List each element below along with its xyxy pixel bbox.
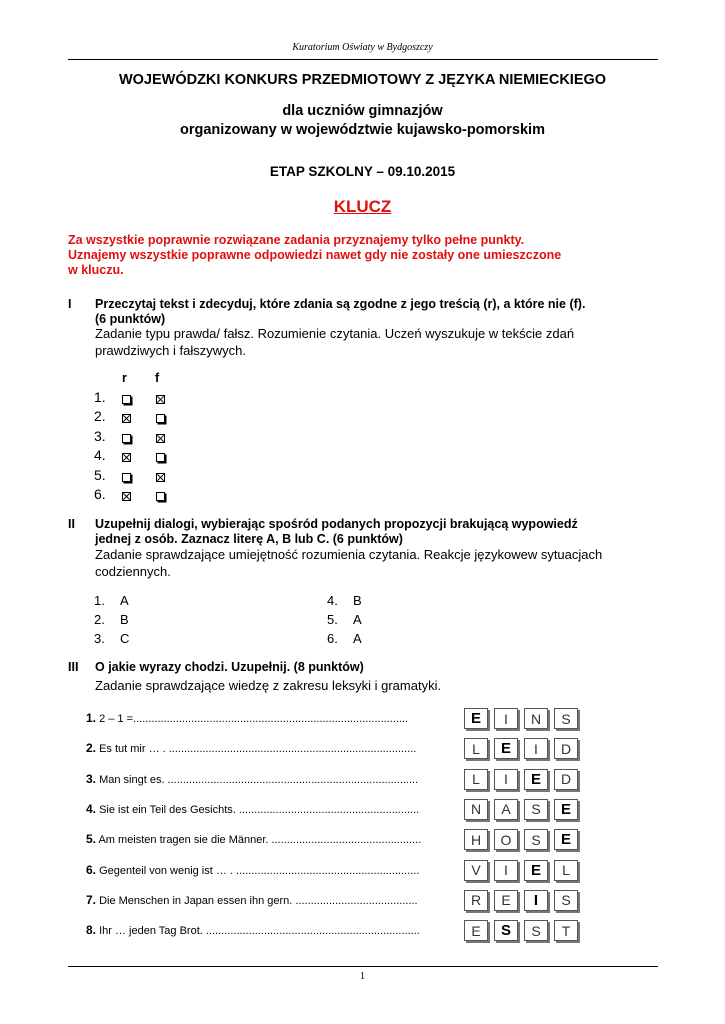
checkbox-f-empty[interactable] — [156, 414, 165, 423]
word-clue-row — [86, 923, 420, 937]
letter-box: D — [554, 738, 578, 759]
letter-boxes — [464, 829, 584, 850]
checkbox-r-empty[interactable] — [122, 395, 131, 404]
letter-boxes — [464, 769, 584, 790]
tf-row-number: 6. — [94, 486, 106, 502]
letter-box-highlighted: E — [554, 829, 578, 850]
dialogue-answer-number: 3. — [94, 631, 105, 646]
tf-row-number: 5. — [94, 466, 106, 483]
header-divider — [68, 59, 658, 60]
checkbox-f-empty[interactable] — [156, 453, 165, 462]
dialogue-answer-number: 2. — [94, 612, 105, 627]
letter-box: E — [494, 890, 518, 911]
word-clue-row — [86, 741, 416, 755]
letter-box: R — [464, 890, 488, 911]
letter-box: N — [524, 708, 548, 729]
section-2-number: II — [68, 517, 75, 531]
letter-boxes — [464, 920, 584, 941]
column-header-f: f — [155, 371, 160, 385]
letter-boxes — [464, 708, 584, 729]
word-clue-text: Man singt es. .................................................................................. — [99, 773, 419, 786]
dialogue-answer-number: 1. — [94, 593, 105, 608]
dialogue-answer-number: 4. — [327, 593, 338, 608]
letter-box-highlighted: I — [524, 890, 548, 911]
word-clue-number: 3. — [86, 771, 97, 786]
word-clue-text: Ihr … jeden Tag Brot. ...................................................................... — [99, 925, 420, 938]
dialogue-answer-number: 6. — [327, 631, 338, 646]
section-3-title: O jakie wyrazy chodzi. Uzupełnij. (8 punktów) — [95, 660, 364, 674]
letter-box: S — [554, 890, 578, 911]
letter-box: O — [494, 829, 518, 850]
section-1-description-line: prawdziwych i fałszywych. — [95, 343, 246, 358]
section-2-description-line: codziennych. — [95, 564, 171, 579]
letter-box: S — [524, 799, 548, 820]
stage-and-date: ETAP SZKOLNY – 09.10.2015 — [269, 164, 456, 179]
checkbox-f-checked[interactable] — [156, 434, 165, 443]
checkbox-f-empty[interactable] — [156, 492, 165, 501]
section-2-title-line: jednej z osób. Zaznacz literę A, B lub C. (6 punktów) — [95, 532, 403, 546]
tf-row-number: 1. — [94, 389, 106, 405]
word-clue-number: 4. — [86, 801, 97, 816]
footer-divider — [68, 966, 658, 967]
letter-box-highlighted: S — [494, 920, 518, 941]
dialogue-answer-value: A — [120, 593, 129, 608]
letter-box: S — [524, 829, 548, 850]
word-clue-text: Am meisten tragen sie die Männer. ................................................. — [98, 834, 422, 847]
letter-box-highlighted: E — [524, 769, 548, 790]
section-1-title — [95, 297, 655, 327]
word-clue-text: Es tut mir … . ................................................................................. — [99, 743, 417, 756]
dialogue-answer-value: B — [353, 593, 362, 608]
letter-box: L — [554, 860, 578, 881]
word-clue-number: 6. — [86, 862, 97, 877]
dialogue-answer-value: A — [353, 612, 362, 627]
word-clue-number: 1. — [86, 711, 97, 725]
section-1-description — [95, 325, 655, 359]
word-clue-number: 8. — [86, 923, 97, 938]
tf-row-number: 2. — [94, 408, 106, 425]
letter-box-highlighted: E — [554, 799, 578, 820]
word-clue-text: Gegenteil von wenig ist … . ............................................................ — [99, 864, 420, 877]
word-clue-text: 2 – 1 =.......................................................................................... — [99, 713, 409, 725]
document-title: WOJEWÓDZKI KONKURS PRZEDMIOTOWY Z JĘZYKA NIEMIECKIEGO — [118, 72, 607, 88]
section-2-description — [95, 546, 655, 580]
tf-row-number: 4. — [94, 447, 106, 464]
letter-box: T — [554, 920, 578, 941]
word-clue-row — [86, 832, 421, 846]
letter-box: I — [494, 708, 518, 729]
notice-line: Uznajemy wszystkie poprawne odpowiedzi nawet gdy nie zostały one umieszczone — [68, 248, 562, 262]
letter-box-highlighted: E — [524, 860, 548, 881]
checkbox-r-checked[interactable] — [122, 414, 131, 423]
letter-box: S — [524, 920, 548, 941]
scoring-notice — [68, 233, 608, 278]
letter-box: S — [554, 708, 578, 729]
checkbox-r-checked[interactable] — [122, 453, 131, 462]
word-clue-row — [86, 711, 408, 725]
letter-box: I — [494, 769, 518, 790]
dialogue-answer-number: 5. — [327, 612, 338, 627]
column-header-r: r — [122, 371, 127, 385]
section-2-title-line: Uzupełnij dialogi, wybierając spośród podanych propozycji brakującą wypowiedź — [95, 517, 578, 531]
letter-box: L — [464, 769, 488, 790]
letter-box: N — [464, 799, 488, 820]
section-3-description: Zadanie sprawdzające wiedzę z zakresu leksyki i gramatyki. — [95, 678, 442, 693]
letter-box-highlighted: E — [464, 708, 488, 729]
answer-key-heading: KLUCZ — [333, 197, 392, 216]
word-clue-number: 5. — [86, 832, 97, 847]
dialogue-answer-value: A — [353, 631, 362, 646]
letter-box: I — [494, 860, 518, 881]
word-clue-number: 7. — [86, 892, 97, 907]
letter-box: I — [524, 738, 548, 759]
word-clue-number: 2. — [86, 741, 97, 756]
letter-boxes — [464, 738, 584, 759]
letter-box: L — [464, 738, 488, 759]
word-clue-row — [86, 772, 418, 786]
dialogue-answer-value: C — [120, 631, 130, 646]
checkbox-f-checked[interactable] — [156, 395, 165, 404]
section-1-description-line: Zadanie typu prawda/ fałsz. Rozumienie czytania. Uczeń wyszukuje w tekście zdań — [95, 326, 575, 341]
notice-line: w kluczu. — [68, 263, 124, 277]
section-1-title-line: (6 punktów) — [95, 312, 166, 326]
section-1-title-line: Przeczytaj tekst i zdecyduj, które zdania są zgodne z jego treścią (r), a które nie (f). — [95, 297, 586, 311]
document-subtitle-region: organizowany w województwie kujawsko-pomorskim — [180, 122, 545, 138]
checkbox-f-checked[interactable] — [156, 473, 165, 482]
word-clue-text: Die Menschen in Japan essen ihn gern. ........................................ — [99, 894, 418, 907]
section-2-description-line: Zadanie sprawdzające umiejętność rozumienia czytania. Reakcje językowew sytuacjach — [95, 547, 603, 562]
word-clue-text: Sie ist ein Teil des Gesichts. ........................................................... — [99, 803, 420, 816]
letter-box: D — [554, 769, 578, 790]
tf-row-number: 3. — [94, 427, 106, 444]
letter-box: A — [494, 799, 518, 820]
letter-box: V — [464, 860, 488, 881]
notice-line: Za wszystkie poprawnie rozwiązane zadania przyznajemy tylko pełne punkty. — [68, 233, 525, 247]
checkbox-r-empty[interactable] — [122, 434, 131, 443]
document-subtitle-audience: dla uczniów gimnazjów — [282, 103, 443, 119]
dialogue-answer-value: B — [120, 612, 129, 627]
word-clue-row — [86, 863, 419, 877]
letter-box: H — [464, 829, 488, 850]
section-3-number: III — [68, 660, 79, 674]
checkbox-r-empty[interactable] — [122, 473, 131, 482]
letter-box-highlighted: E — [494, 738, 518, 759]
section-2-title — [95, 517, 655, 547]
page-number: 1 — [360, 971, 365, 982]
letter-boxes — [464, 890, 584, 911]
word-clue-row — [86, 802, 419, 816]
letter-box: E — [464, 920, 488, 941]
checkbox-r-checked[interactable] — [122, 492, 131, 501]
letter-boxes — [464, 799, 584, 820]
word-clue-row — [86, 893, 418, 907]
header-organization: Kuratorium Oświaty w Bydgoszczy — [292, 42, 433, 53]
letter-boxes — [464, 860, 584, 881]
section-1-number: I — [68, 297, 72, 311]
